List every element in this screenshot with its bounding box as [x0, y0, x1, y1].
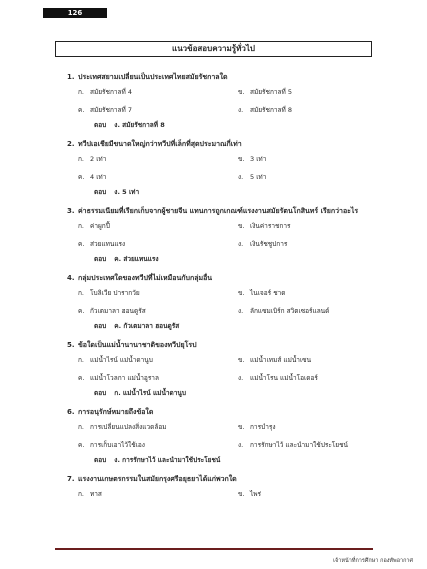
answer-option: [78, 374, 238, 383]
option-text: เงินรัชชูปการ: [250, 240, 288, 248]
option-label: ข.: [238, 155, 245, 163]
option-text: แม่น้ำโรน แม่น้ำโอเดอร์: [250, 374, 318, 382]
question-number: 7.: [67, 475, 75, 483]
option-text: แม่น้ำเทมส์ แม่น้ำเซน: [250, 356, 312, 364]
option-text: ลักแซมเบิร์ก สวิตเซอร์แลนด์: [250, 307, 330, 315]
option-label: ข.: [238, 222, 245, 230]
answer-option: [238, 490, 388, 499]
answer-option: [238, 222, 388, 231]
option-label: ก.: [78, 423, 85, 431]
option-text: การบำรุง: [250, 423, 276, 431]
question-number: 2.: [67, 140, 75, 148]
answer-prefix: ตอบ: [94, 255, 107, 263]
answer-text: ง. การรักษาไว้ และนำมาใช้ประโยชน์: [114, 456, 221, 464]
option-grid: [78, 356, 377, 383]
option-text: การเก็บเอาไว้ใช้เอง: [90, 441, 145, 449]
option-label: ก.: [78, 356, 85, 364]
option-text: ไพร่: [250, 490, 262, 498]
option-text: การเปลี่ยนแปลงสิ่งแวดล้อม: [90, 423, 167, 431]
question: [67, 206, 377, 216]
page-title: แนวข้อสอบความรู้ทั่วไป: [55, 41, 372, 57]
option-label: ง.: [238, 441, 244, 449]
answer-option: [78, 173, 238, 182]
option-label: ก.: [78, 155, 85, 163]
option-label: ง.: [238, 106, 244, 114]
answer-option: [238, 173, 388, 182]
option-grid: [78, 88, 377, 115]
footer-text: เจ้าหน้าที่การศึกษา กองทัพอากาศ: [333, 558, 413, 564]
answer-prefix: ตอบ: [94, 389, 107, 397]
answer-key: [94, 456, 377, 465]
answer-text: ง. สมัยรัชกาลที่ 8: [114, 121, 165, 129]
option-text: กัวเตมาลา ฮอนดูรัส: [90, 307, 146, 315]
answer-key: [94, 255, 377, 264]
footer-rule: [55, 548, 373, 550]
answer-option: [238, 356, 388, 365]
answer-option: [78, 307, 238, 316]
question: [67, 407, 377, 417]
answer-prefix: ตอบ: [94, 456, 107, 464]
answer-option: [78, 155, 238, 164]
answer-option: [238, 423, 388, 432]
option-label: ง.: [238, 374, 244, 382]
option-label: ค.: [78, 106, 85, 114]
answer-option: [238, 374, 388, 383]
option-label: ง.: [238, 240, 244, 248]
question: [67, 474, 377, 484]
answer-option: [78, 88, 238, 97]
option-text: สมัยรัชกาลที่ 5: [250, 88, 293, 96]
option-label: ข.: [238, 423, 245, 431]
option-text: 4 เท่า: [90, 173, 107, 181]
answer-key: [94, 389, 377, 398]
option-text: ค่าผูกปี้: [90, 222, 110, 230]
answer-key: [94, 322, 377, 331]
answer-text: ง. 5 เท่า: [114, 188, 140, 196]
option-label: ก.: [78, 88, 85, 96]
answer-option: [78, 240, 238, 249]
answer-prefix: ตอบ: [94, 188, 107, 196]
answer-key: [94, 188, 377, 197]
answer-option: [78, 289, 238, 298]
option-label: ง.: [238, 307, 244, 315]
question-text: แรงงานเกษตรกรรมในสมัยกรุงศรีอยุธยาได้แก่พวกใด: [78, 475, 237, 483]
answer-option: [78, 441, 238, 450]
answer-option: [78, 222, 238, 231]
answer-option: [238, 88, 388, 97]
option-text: เงินค่าราชการ: [250, 222, 291, 230]
question-text: ทวีปเอเชียมีขนาดใหญ่กว่าทวีปที่เล็กที่สุดประมาณกี่เท่า: [78, 140, 242, 148]
question: [67, 273, 377, 283]
option-text: ทาส: [90, 490, 102, 498]
question-number: 1.: [67, 73, 75, 81]
option-label: ก.: [78, 289, 85, 297]
answer-text: ค. กัวเตมาลา ฮอนดูรัส: [114, 322, 180, 330]
question-text: กลุ่มประเทศใดของทวีปที่ไม่เหมือนกับกลุ่มอื่น: [78, 274, 213, 282]
question: [67, 340, 377, 350]
question-number: 4.: [67, 274, 75, 282]
option-label: ข.: [238, 289, 245, 297]
answer-option: [78, 356, 238, 365]
answer-text: ค. ส่วยแทนแรง: [114, 255, 159, 263]
answer-option: [78, 423, 238, 432]
answer-option: [78, 490, 238, 499]
answer-option: [238, 155, 388, 164]
option-label: ข.: [238, 88, 245, 96]
question-list: [67, 72, 377, 505]
question-text: ข้อใดเป็นแม่น้ำนานาชาติของทวีปยุโรป: [78, 341, 197, 349]
option-text: สมัยรัชกาลที่ 7: [90, 106, 133, 114]
option-label: ค.: [78, 374, 85, 382]
option-grid: [78, 490, 377, 499]
question-text: การอนุรักษ์หมายถึงข้อใด: [78, 408, 154, 416]
answer-option: [238, 240, 388, 249]
option-grid: [78, 289, 377, 316]
answer-text: ก. แม่น้ำไรน์ แม่น้ำดานูบ: [114, 389, 186, 397]
question-number: 5.: [67, 341, 75, 349]
option-text: ไนเจอร์ ชาด: [250, 289, 286, 297]
option-text: การรักษาไว้ และนำมาใช้ประโยชน์: [250, 441, 348, 449]
answer-option: [238, 307, 388, 316]
page-number: 126: [43, 8, 107, 18]
question-number: 6.: [67, 408, 75, 416]
option-text: แม่น้ำโวลกา แม่น้ำอูราล: [90, 374, 159, 382]
option-text: แม่น้ำไรน์ แม่น้ำดานูบ: [90, 356, 153, 364]
answer-prefix: ตอบ: [94, 322, 107, 330]
option-text: ส่วยแทนแรง: [90, 240, 126, 248]
option-text: สมัยรัชกาลที่ 8: [250, 106, 293, 114]
option-label: ข.: [238, 490, 245, 498]
option-grid: [78, 155, 377, 182]
option-text: 3 เท่า: [250, 155, 267, 163]
answer-option: [78, 106, 238, 115]
answer-option: [238, 289, 388, 298]
question-number: 3.: [67, 207, 75, 215]
option-label: ค.: [78, 307, 85, 315]
option-text: สมัยรัชกาลที่ 4: [90, 88, 133, 96]
option-label: ก.: [78, 222, 85, 230]
question: [67, 139, 377, 149]
question-text: ค่าธรรมเนียมที่เรียกเก็บจากผู้ชายจีน แทนการถูกเกณฑ์แรงงานสมัยรัตนโกสินทร์ เรียกว่าอะไร: [78, 207, 359, 215]
question: [67, 72, 377, 82]
answer-option: [238, 441, 388, 450]
option-text: โบลิเวีย ปารากวัย: [90, 289, 140, 297]
option-grid: [78, 423, 377, 450]
option-label: ข.: [238, 356, 245, 364]
option-label: ก.: [78, 490, 85, 498]
option-label: ค.: [78, 441, 85, 449]
option-label: ค.: [78, 173, 85, 181]
answer-key: [94, 121, 377, 130]
option-grid: [78, 222, 377, 249]
answer-option: [238, 106, 388, 115]
answer-prefix: ตอบ: [94, 121, 107, 129]
question-text: ประเทศสยามเปลี่ยนเป็นประเทศไทยสมัยรัชกาลใด: [78, 73, 228, 81]
option-label: ค.: [78, 240, 85, 248]
option-text: 2 เท่า: [90, 155, 107, 163]
option-label: ง.: [238, 173, 244, 181]
option-text: 5 เท่า: [250, 173, 267, 181]
